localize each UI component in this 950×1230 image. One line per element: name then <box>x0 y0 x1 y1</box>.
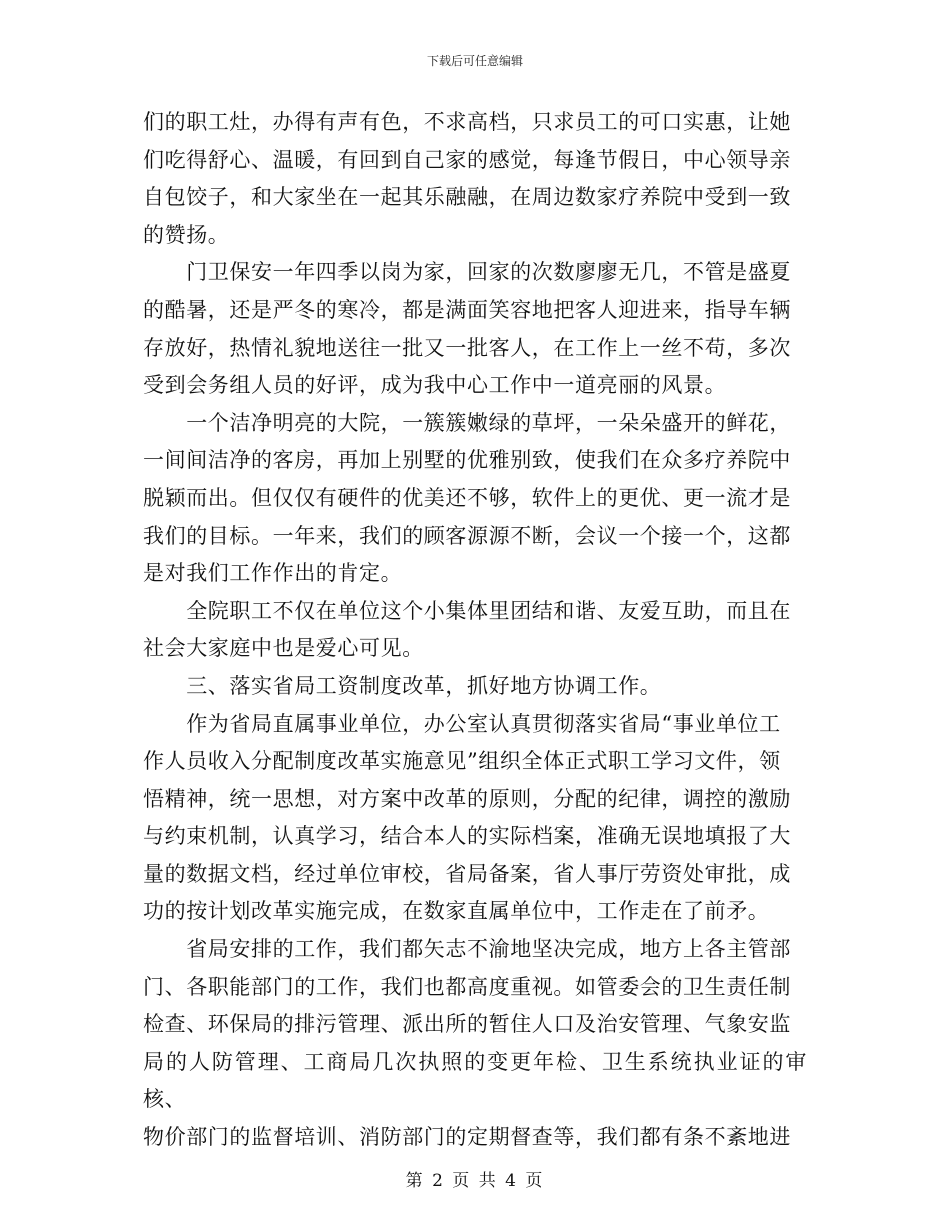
paragraph: 门卫保安一年四季以岗为家，回家的次数廖廖无几，不管是盛夏 的酷暑，还是严冬的寒冷，都是满面笑容地把客人迎进来，指导车辆 存放好，热情礼貌地送往一批又一批客人，在工作上一丝不苟，多次 受到会务组人员的好评，成为我中心工作中一道亮丽的风景。 <box>143 260 791 398</box>
page-header: 下载后可任意编辑 <box>426 54 523 68</box>
document-body <box>143 104 807 1157</box>
paragraph: 作为省局直属事业单位，办公室认真贯彻落实省局“事业单位工 作人员收入分配制度改革实施意见”组织全体正式职工学习文件，领 悟精神，统一思想，对方案中改革的原则，分配的纪律，调控的激励 与约束机制，认真学习，结合本人的实际档案，准确无误地填报了大 量的数据文档，经过单位审校，省局备案，省人事厅劳资处审批，成 功的按计划改革实施完成，在数家直属单位中，工作走在了前矛。 <box>143 711 791 924</box>
paragraph: 省局安排的工作，我们都矢志不渝地坚决完成，地方上各主管部 门、各职能部门的工作，我们也都高度重视。如管委会的卫生责任制 检查、环保局的排污管理、派出所的暂住人口及治安管理、气象安监 局的人防管理、工商局几次执照的变更年检、卫生系统执业证的审核、 物价部门的监督培训、消防部门的定期督查等，我们都有条不紊地进 <box>143 937 807 1150</box>
paragraph: 们的职工灶，办得有声有色，不求高档，只求员工的可口实惠，让她 们吃得舒心、温暖，有回到自己家的感觉，每逢节假日，中心领导亲 自包饺子，和大家坐在一起其乐融融，在周边数家疗养院中受到一致 的赞扬。 <box>143 110 791 247</box>
paragraph: 一个洁净明亮的大院，一簇簇嫩绿的草坪，一朵朵盛开的鲜花， 一间间洁净的客房，再加上别墅的优雅别致，使我们在众多疗养院中 脱颖而出。但仅仅有硬件的优美还不够，软件上的更优、更一流才是 我们的目标。一年来，我们的顾客源源不断，会议一个接一个，这都 是对我们工作作出的肯定。 <box>143 410 791 586</box>
paragraph: 全院职工不仅在单位这个小集体里团结和谐、友爱互助，而且在 社会大家庭中也是爱心可见。 <box>143 598 791 661</box>
page-number: 第 2 页 共 4 页 <box>405 1171 545 1191</box>
section-heading: 三、落实省局工资制度改革，抓好地方协调工作。 <box>143 673 662 698</box>
